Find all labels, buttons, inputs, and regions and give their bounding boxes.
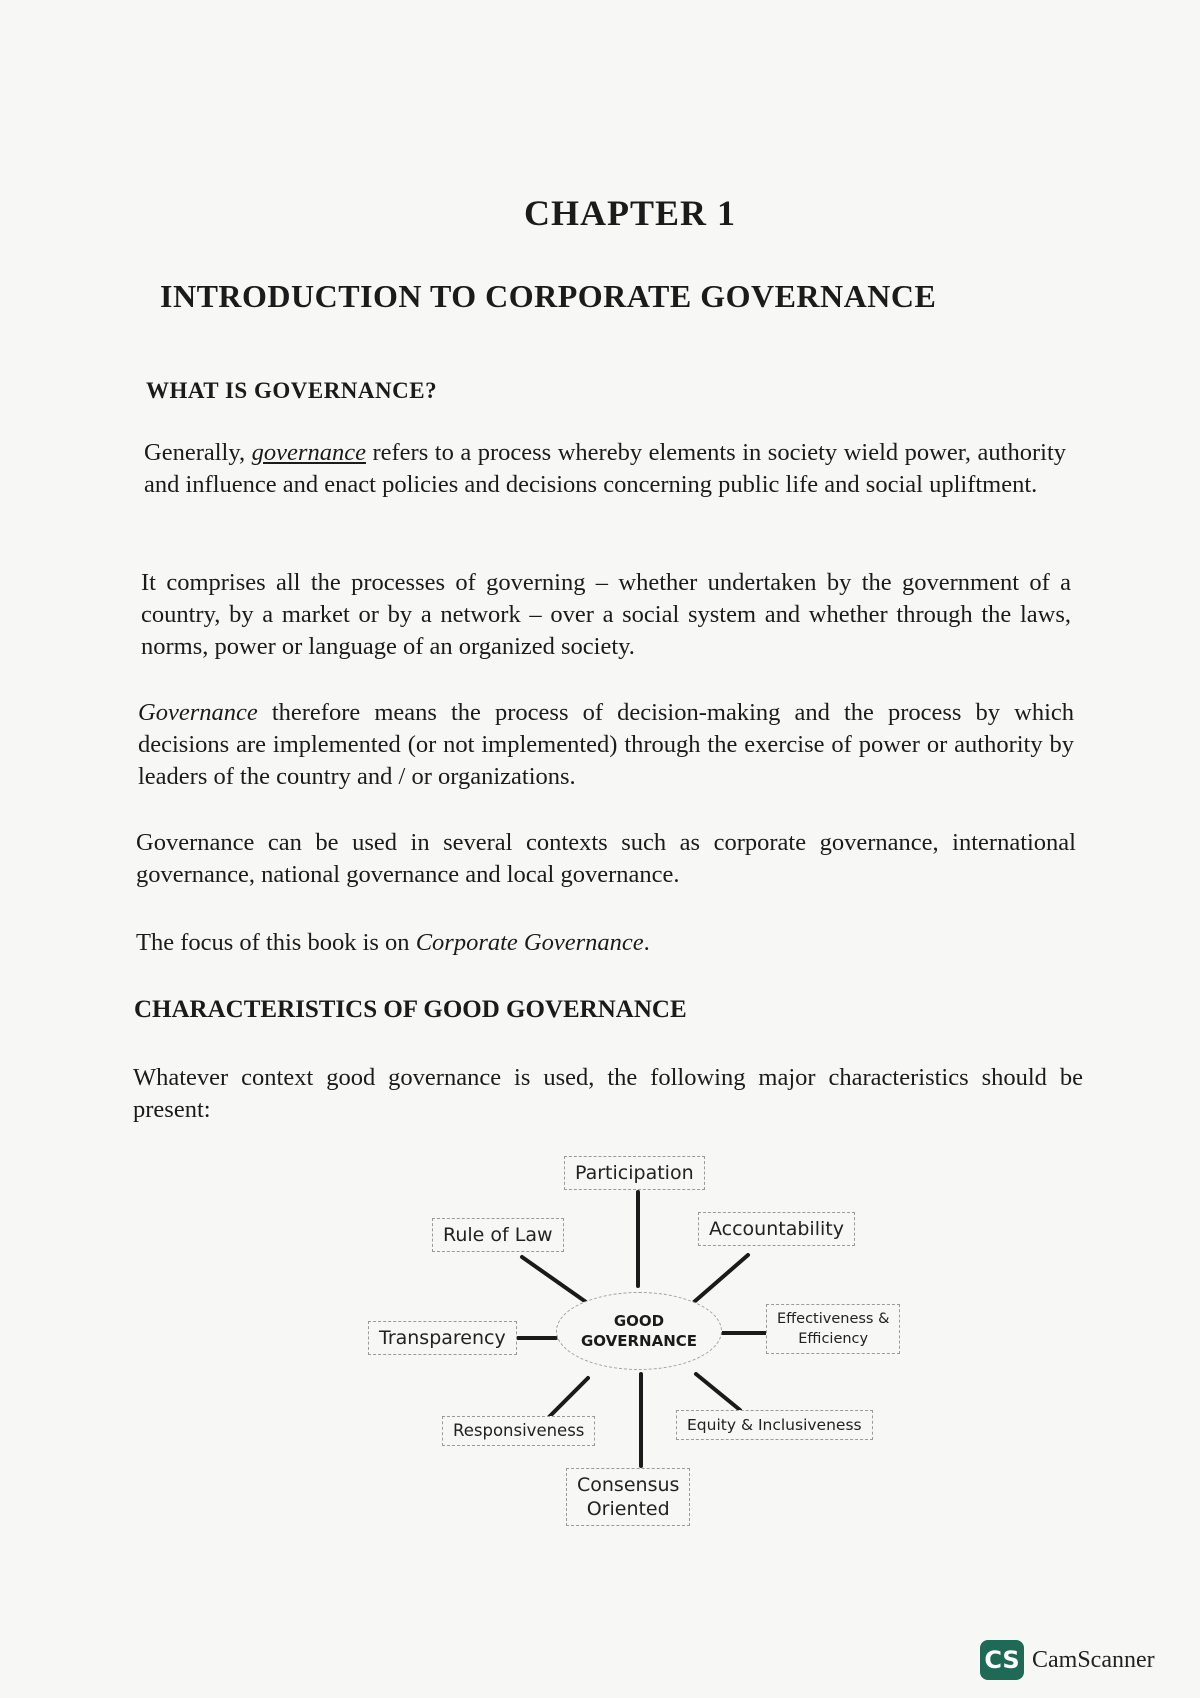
section-heading-what-is-governance: WHAT IS GOVERNANCE? — [146, 378, 438, 403]
chapter-heading: CHAPTER 1 — [523, 193, 736, 233]
term-governance: governance — [251, 439, 366, 466]
node-rule-of-law: Rule of Law — [432, 1218, 564, 1252]
node-effectiveness — [766, 1304, 900, 1354]
center-label-line1: GOOD — [613, 1312, 665, 1330]
node-consensus-line1: Consensus — [577, 1474, 680, 1496]
node-responsiveness: Responsiveness — [442, 1416, 595, 1446]
camscanner-label: CamScanner — [1032, 1646, 1155, 1673]
paragraph-lead: Generally, — [144, 439, 252, 466]
paragraph-processes: It comprises all the processes of governing – whether undertaken by the government of a country, by a market or by a network – over a social system and whether through the laws, norms, power or language of an organized society. — [141, 569, 1071, 660]
center-label-line2: GOVERNANCE — [580, 1332, 698, 1350]
camscanner-watermark — [980, 1640, 1155, 1680]
node-effectiveness-line2: Efficiency — [798, 1331, 869, 1347]
paragraph-end: . — [643, 929, 650, 956]
paragraph-lead: The focus of this book is on — [136, 929, 416, 956]
connector-rule-of-law — [522, 1257, 586, 1302]
paragraph-rest: refers to a process whereby elements in society wield power, authority and influence and enact policies and decisions concerning public life and social upliftment. — [144, 439, 1066, 498]
node-effectiveness-line1: Effectiveness & — [777, 1311, 890, 1327]
term-governance-italic: Governance — [138, 699, 258, 726]
paragraph-definition — [144, 437, 1066, 501]
paragraph-characteristics-intro: Whatever context good governance is used, the following major characteristics should be present: — [133, 1064, 1083, 1123]
node-equity: Equity & Inclusiveness — [676, 1410, 873, 1440]
node-transparency: Transparency — [368, 1321, 517, 1355]
node-participation: Participation — [564, 1156, 705, 1190]
paragraph-rest: therefore means the process of decision-making and the process by which decisions are implemented (or not implemented) through the exercise of power or authority by leaders of the country and / or organizations. — [138, 699, 1074, 790]
paragraph-decision-making — [138, 697, 1074, 793]
paragraph-focus — [136, 927, 1076, 959]
connector-responsiveness — [546, 1378, 588, 1420]
camscanner-logo-icon: CS — [980, 1640, 1024, 1680]
good-governance-center — [556, 1292, 722, 1370]
node-consensus-oriented — [566, 1468, 690, 1526]
section-heading-characteristics: CHARACTERISTICS OF GOOD GOVERNANCE — [134, 996, 687, 1023]
connector-equity — [696, 1374, 740, 1410]
term-corporate-governance: Corporate Governance — [415, 929, 644, 956]
node-accountability: Accountability — [698, 1212, 855, 1246]
node-consensus-line2: Oriented — [586, 1498, 670, 1520]
paragraph-contexts: Governance can be used in several contexts such as corporate governance, international governance, national governance and local governance. — [136, 829, 1076, 888]
chapter-title: INTRODUCTION TO CORPORATE GOVERNANCE — [160, 278, 937, 314]
connector-accountability — [694, 1255, 748, 1302]
